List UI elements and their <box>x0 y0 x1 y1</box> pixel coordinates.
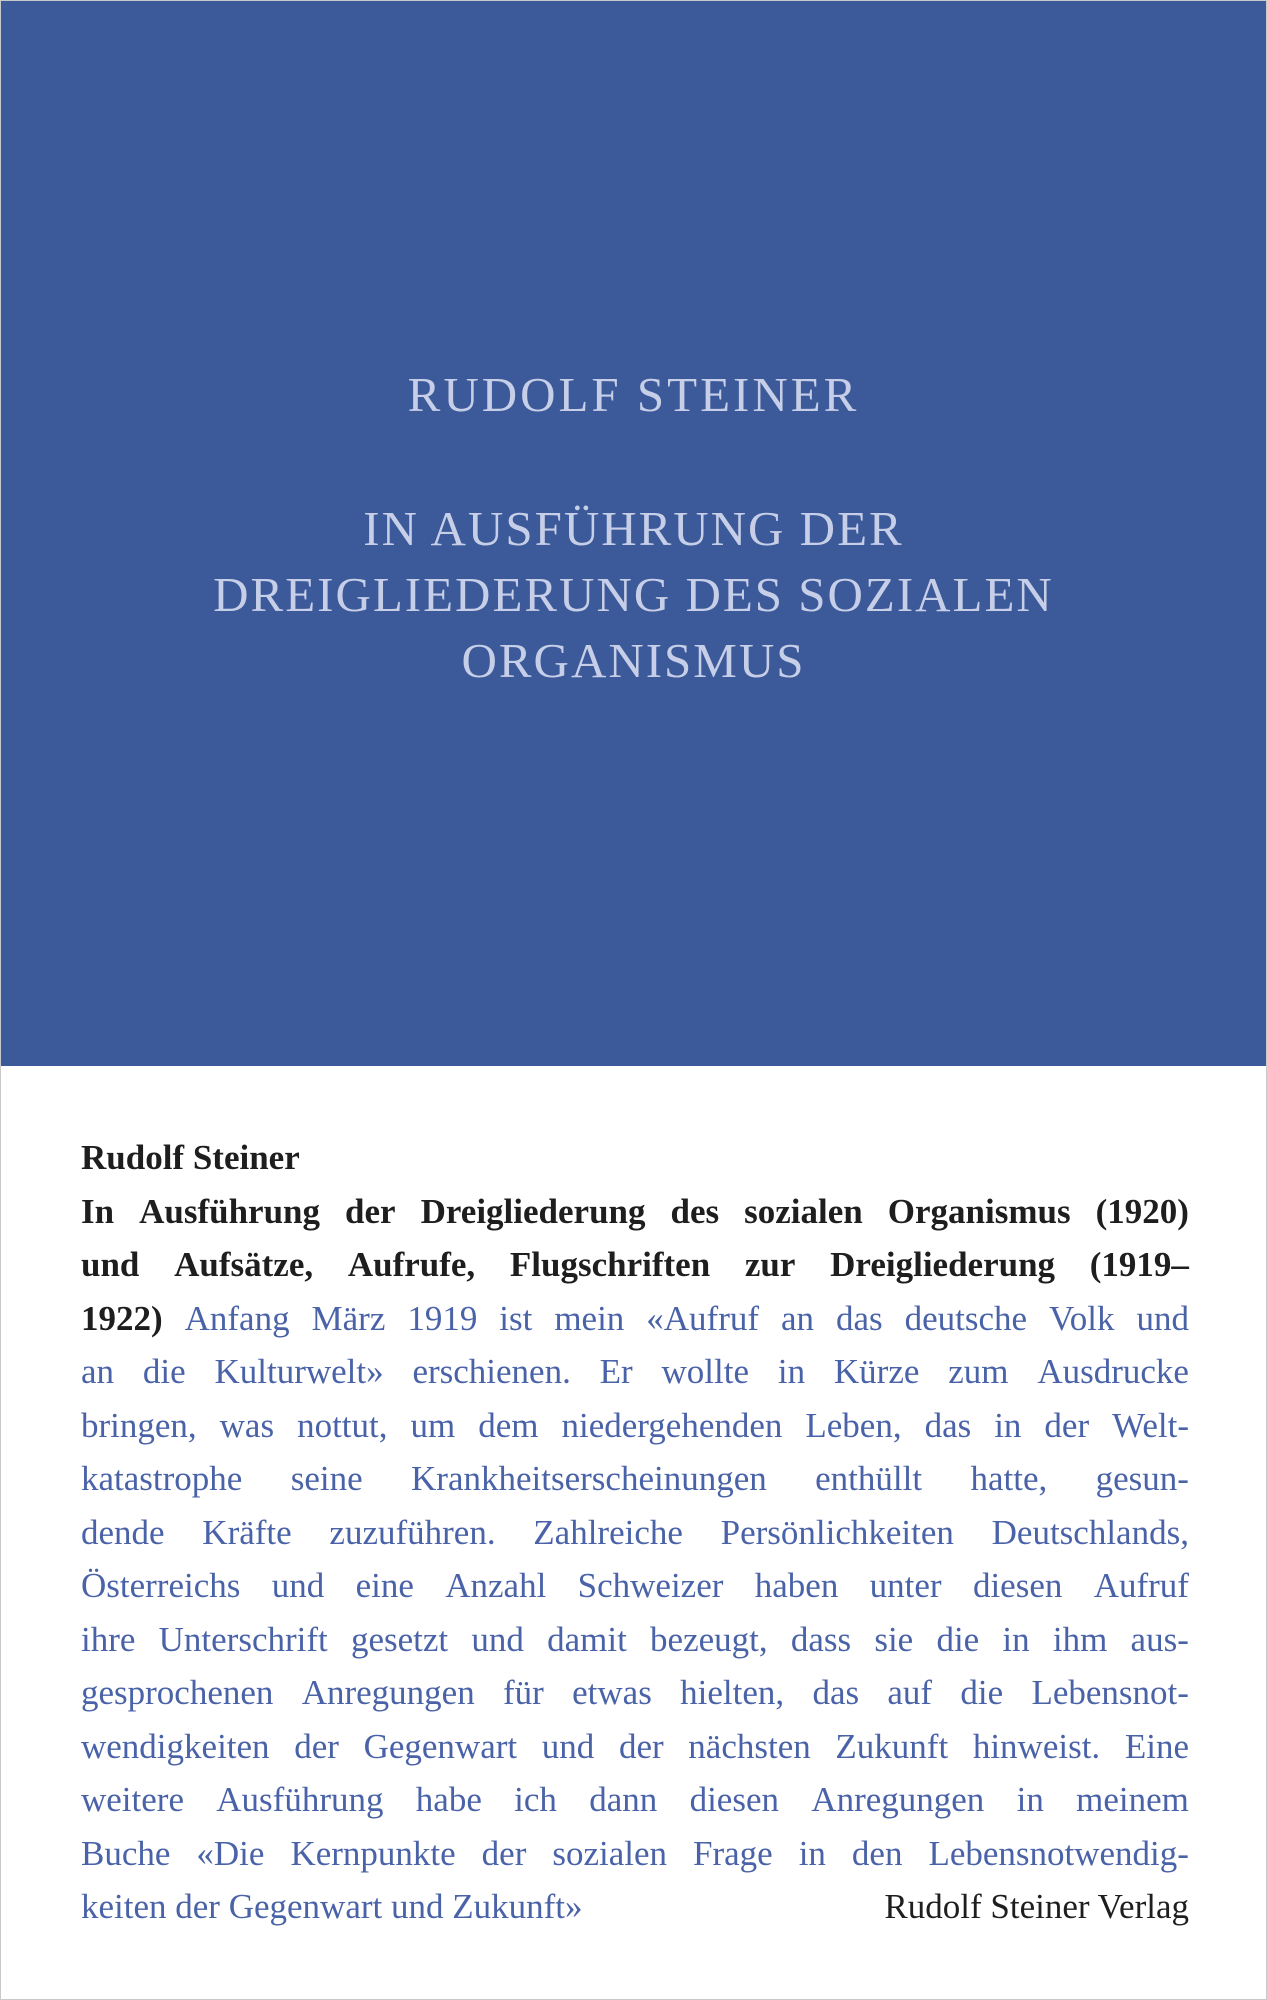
word: gesprochenen <box>81 1673 274 1712</box>
word: haben <box>754 1566 839 1605</box>
word: in <box>798 1833 826 1873</box>
word: Kürze <box>833 1352 920 1391</box>
blurb-text-line <box>81 1452 1189 1506</box>
word: Anfang <box>184 1298 290 1338</box>
word: Buche <box>81 1833 171 1873</box>
word: das <box>924 1405 972 1445</box>
blurb-text <box>81 1345 1189 1880</box>
word: Österreichs <box>81 1566 241 1605</box>
word: ist <box>499 1298 533 1338</box>
word: um <box>410 1405 456 1445</box>
blurb-text-line <box>81 1827 1189 1881</box>
word: Zahlreiche <box>533 1512 683 1552</box>
cover-title-line: ORGANISMUS <box>461 633 806 688</box>
word: Welt- <box>1112 1405 1189 1445</box>
word: an <box>81 1352 115 1391</box>
word: Ausdrucke <box>1037 1352 1189 1391</box>
blurb-text-line <box>81 1399 1189 1453</box>
word: ihm <box>1052 1619 1108 1659</box>
word: der <box>345 1191 396 1231</box>
word: katastrophe <box>81 1459 243 1498</box>
word: Dreigliederung <box>830 1245 1056 1284</box>
word: diesen <box>972 1566 1063 1605</box>
word: seine <box>290 1459 363 1498</box>
word: bringen, <box>81 1405 197 1445</box>
word: Flugschriften <box>509 1245 711 1284</box>
word: niedergehenden <box>561 1405 783 1445</box>
blurb-title-line <box>81 1238 1189 1292</box>
word: deutsche <box>904 1298 1028 1338</box>
word: 1919 <box>407 1298 478 1338</box>
word: Ausführung <box>139 1191 321 1231</box>
word: «Die <box>196 1833 265 1873</box>
word: Kernpunkte <box>290 1833 456 1873</box>
word: habe <box>415 1780 482 1819</box>
word: was <box>219 1405 275 1445</box>
publisher-name: Rudolf Steiner Verlag <box>884 1887 1189 1926</box>
word: der <box>294 1726 339 1766</box>
word: sie <box>874 1619 914 1659</box>
word: Zukunft <box>835 1726 949 1766</box>
word: Aufrufe, <box>347 1245 476 1284</box>
word: «Aufruf <box>646 1298 760 1338</box>
word: Schweizer <box>577 1566 724 1605</box>
word: erschienen. <box>412 1352 571 1391</box>
word: des <box>670 1191 720 1231</box>
word: und <box>81 1245 140 1284</box>
word: gesun- <box>1095 1459 1189 1498</box>
word: März <box>311 1298 386 1338</box>
cover-title-panel <box>1 1 1266 1066</box>
word: ihre <box>81 1619 136 1659</box>
word: Organismus <box>887 1191 1071 1231</box>
blurb <box>81 1131 1189 1934</box>
word: Aufruf <box>1093 1566 1189 1605</box>
word: dass <box>790 1619 852 1659</box>
word: der <box>1044 1405 1090 1445</box>
word: unter <box>869 1566 942 1605</box>
word: an <box>780 1298 815 1338</box>
word: (1919– <box>1089 1245 1189 1284</box>
word: zum <box>948 1352 1009 1391</box>
blurb-title-end-line <box>81 1292 1189 1346</box>
word: Eine <box>1124 1726 1189 1766</box>
word: gesetzt <box>350 1619 449 1659</box>
word: in <box>994 1405 1022 1445</box>
word: der <box>481 1833 527 1873</box>
word: wollte <box>661 1352 750 1391</box>
blurb-last-text: keiten der Gegenwart und Zukunft» <box>81 1887 583 1926</box>
word: zur <box>744 1245 796 1284</box>
blurb-text-line <box>81 1345 1189 1399</box>
word: Volk <box>1048 1298 1115 1338</box>
word: und <box>1136 1298 1189 1338</box>
word: in <box>1016 1780 1044 1819</box>
blurb-text-line <box>81 1613 1189 1667</box>
word: Er <box>599 1352 633 1391</box>
word: enthüllt <box>815 1459 923 1498</box>
word: Kulturwelt» <box>214 1352 384 1391</box>
word: den <box>851 1833 903 1873</box>
word: die <box>960 1673 1004 1712</box>
word: dann <box>589 1780 658 1819</box>
blurb-text-line <box>81 1506 1189 1560</box>
blurb-title-end: 1922) <box>81 1298 163 1338</box>
word: die <box>142 1352 186 1391</box>
cover-title-line: DREIGLIEDERUNG DES SOZIALEN <box>213 567 1054 622</box>
word: bezeugt, <box>650 1619 768 1659</box>
cover-title-line: IN AUSFÜHRUNG DER <box>363 501 904 556</box>
word: hinweist. <box>972 1726 1101 1766</box>
word: weitere <box>81 1780 184 1819</box>
word: etwas <box>572 1673 652 1712</box>
word: Gegenwart <box>363 1726 518 1766</box>
word: Frage <box>693 1833 773 1873</box>
word: sozialen <box>552 1833 668 1873</box>
word: nächsten <box>688 1726 811 1766</box>
word: aus- <box>1130 1619 1189 1659</box>
word: und <box>471 1619 524 1659</box>
cover-author: RUDOLF STEINER <box>407 367 860 422</box>
blurb-author-line <box>81 1131 1189 1185</box>
word: dem <box>478 1405 539 1445</box>
blurb-last-line <box>81 1880 1189 1934</box>
word: Aufsätze, <box>174 1245 314 1284</box>
word: Unterschrift <box>158 1619 328 1659</box>
word: mein <box>554 1298 625 1338</box>
word: in <box>1002 1619 1030 1659</box>
word: nottut, <box>297 1405 388 1445</box>
blurb-text-line <box>81 1773 1189 1827</box>
word: hielten, <box>680 1673 785 1712</box>
word: die <box>936 1619 980 1659</box>
word: zuzuführen. <box>329 1512 496 1552</box>
word: Lebensnotwendig- <box>928 1833 1189 1873</box>
word: Anzahl <box>445 1566 547 1605</box>
blurb-text-line <box>81 1666 1189 1720</box>
word: meinem <box>1076 1780 1189 1819</box>
word: das <box>835 1298 883 1338</box>
word: Deutschlands, <box>991 1512 1189 1552</box>
word: das <box>812 1673 860 1712</box>
word: auf <box>887 1673 933 1712</box>
blurb-text-line <box>81 1559 1189 1613</box>
word: eine <box>355 1566 414 1605</box>
word: und <box>541 1726 595 1766</box>
cover-title <box>1 496 1266 694</box>
word: Persönlichkeiten <box>720 1512 954 1552</box>
word: Lebensnot- <box>1031 1673 1189 1712</box>
word: hatte, <box>970 1459 1048 1498</box>
word: ich <box>514 1780 557 1819</box>
word: dende <box>81 1512 165 1552</box>
word: damit <box>547 1619 627 1659</box>
word: Anregungen <box>301 1673 475 1712</box>
word: (1920) <box>1095 1191 1189 1231</box>
word: und <box>271 1566 325 1605</box>
word: der <box>618 1726 664 1766</box>
word: in <box>777 1352 806 1391</box>
word: diesen <box>689 1780 779 1819</box>
word: für <box>503 1673 544 1712</box>
blurb-text-line <box>81 1720 1189 1774</box>
word: Anregungen <box>811 1780 985 1819</box>
word: wendigkeiten <box>81 1726 270 1766</box>
word: Krankheitserscheinungen <box>411 1459 767 1498</box>
blurb-title-line <box>81 1185 1189 1239</box>
blurb-author: Rudolf Steiner <box>81 1138 300 1177</box>
word: Leben, <box>805 1405 902 1445</box>
word: Dreigliederung <box>420 1191 646 1231</box>
word: In <box>81 1191 115 1231</box>
word: sozialen <box>744 1191 863 1231</box>
word: Ausführung <box>216 1780 384 1819</box>
word: Kräfte <box>202 1512 292 1552</box>
